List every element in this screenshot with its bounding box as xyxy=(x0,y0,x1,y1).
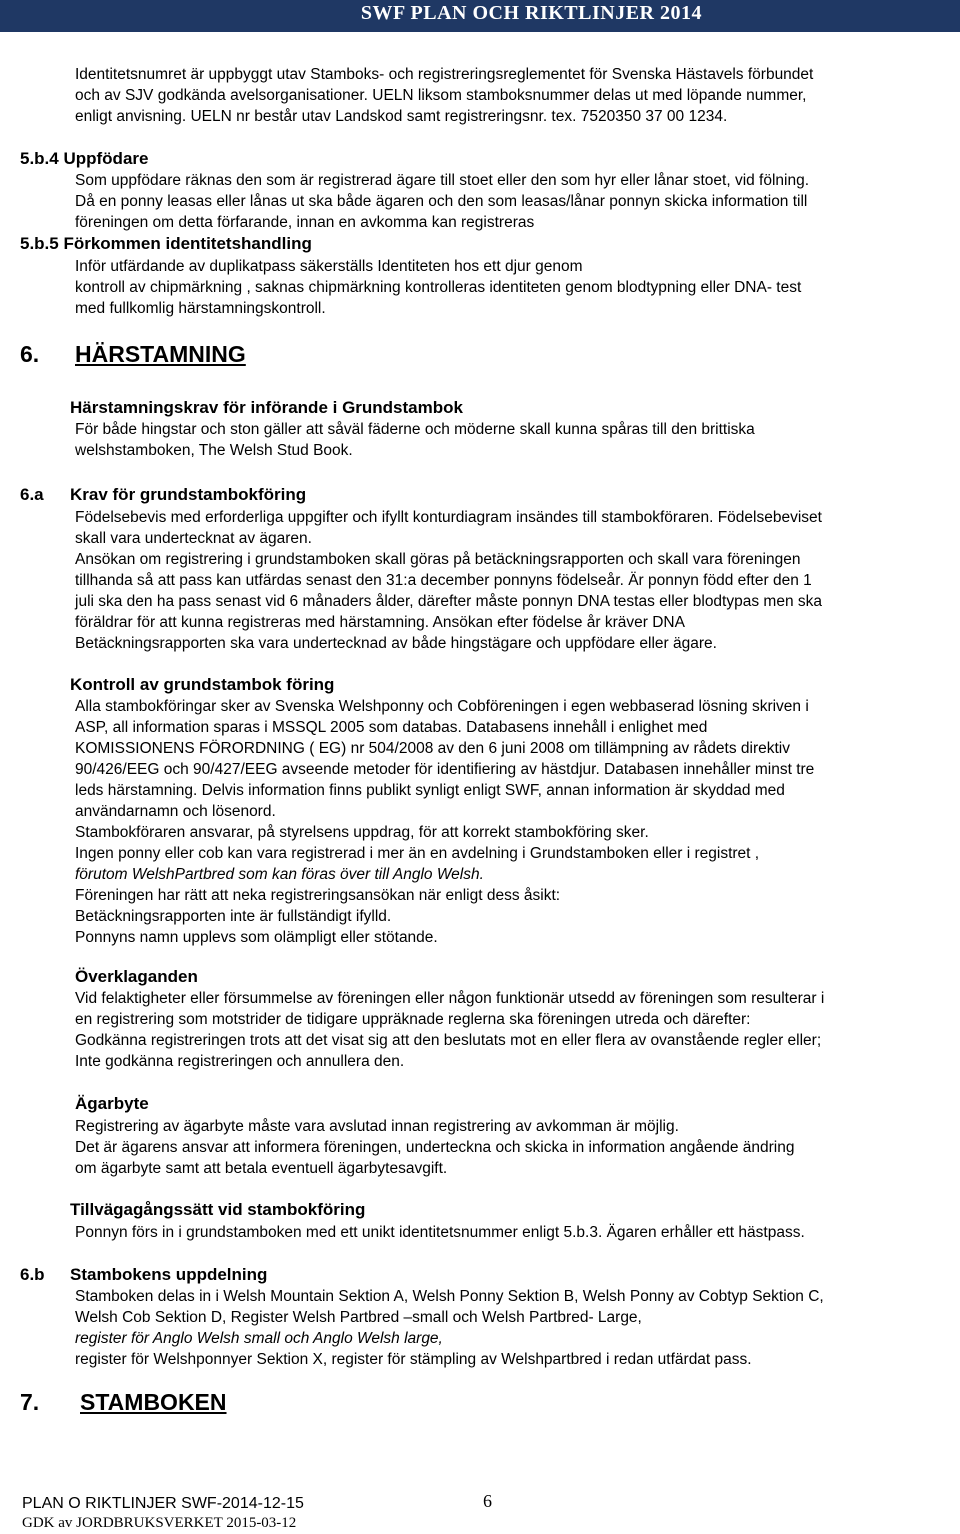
text-line: föreningen om detta förfarande, innan en avkomma kan registreras xyxy=(75,214,535,231)
text-line: enligt anvisning. UELN nr består utav Landskod samt registreringsnr. tex. 7520350 37 00 1234. xyxy=(75,108,728,125)
text-line: Stamboken delas in i Welsh Mountain Sektion A, Welsh Ponny Sektion B, Welsh Ponny av Cobtyp Sektion C, xyxy=(75,1288,824,1305)
text-line: Inte godkänna registreringen och annullera den. xyxy=(75,1053,405,1070)
text-line: kontroll av chipmärkning , saknas chipmärkning kontrolleras identiteten genom blodtypning eller DNA- test xyxy=(75,279,802,296)
text-line: en registrering som motstrider de tidigare uppräknade reglerna ska föreningen utreda och därefter: xyxy=(75,1011,751,1028)
subsection-heading-harstamningskrav: Härstamningskrav för införande i Grundstambok xyxy=(70,398,463,417)
text-line: Ansökan om registrering i grundstamboken skall göras på betäckningsrapporten och skall vara föreningen xyxy=(75,551,801,568)
subsection-heading-overklaganden: Överklaganden xyxy=(75,967,198,986)
section-title-6a: Krav för grundstambokföring xyxy=(70,485,307,504)
text-line: juli ska den ha pass senast vid 6 månaders ålder, därefter måste ponnyn DNA testas eller blodtypas men ska xyxy=(75,593,822,610)
text-line: Ponnyns namn upplevs som olämpligt eller stötande. xyxy=(75,929,438,946)
text-line: Som uppfödare räknas den som är registrerad ägare till stoet eller den som hyr eller lånar stoet, vid fölning. xyxy=(75,172,810,189)
section-heading-5b4: 5.b.4 Uppfödare xyxy=(20,149,149,168)
section-body-6a xyxy=(75,507,959,654)
text-line: användarnamn och lösenord. xyxy=(75,803,276,820)
header-band xyxy=(0,0,960,32)
text-line: För både hingstar och ston gäller att såväl fäderne och möderne skall kunna spåras till den brittiska xyxy=(75,421,755,438)
text-line: Welsh Cob Sektion D, Register Welsh Partbred –small och Welsh Partbred- Large, xyxy=(75,1309,642,1326)
text-line: Stambokföraren ansvarar, på styrelsens uppdrag, för att korrekt stambokföring sker. xyxy=(75,824,649,841)
text-line: Då en ponny leasas eller lånas ut ska både ägaren och den som leasas/lånar ponnyn skicka information till xyxy=(75,193,808,210)
intro-paragraph xyxy=(75,64,960,127)
text-line: Inför utfärdande av duplikatpass säkerställs Identiteten hos ett djur genom xyxy=(75,258,583,275)
text-line: leds härstamning. Delvis information finns publikt synligt enligt SWF, annan information är skyddad med xyxy=(75,782,785,799)
footer-approval-line: GDK av JORDBRUKSVERKET 2015-03-12 xyxy=(22,1515,297,1531)
text-line: Betäckningsrapporten inte är fullständigt ifylld. xyxy=(75,908,392,925)
section-number-7: 7. xyxy=(20,1389,40,1415)
text-line: Föreningen har rätt att neka registreringsansökan när enligt dess åsikt: xyxy=(75,887,561,904)
section-number-6: 6. xyxy=(20,341,40,367)
subsection-body-agarbyte xyxy=(75,1116,959,1179)
section-heading-5b5: 5.b.5 Förkommen identitetshandling xyxy=(20,234,312,253)
footer-plan-line: PLAN O RIKTLINJER SWF-2014-12-15 xyxy=(22,1495,304,1512)
text-line: skall vara undertecknat av ägaren. xyxy=(75,530,312,547)
subsection-body-harstamningskrav xyxy=(75,419,959,461)
text-line: KOMISSIONENS FÖRORDNING ( EG) nr 504/2008 av den 6 juni 2008 om tillämpning av rådets direktiv xyxy=(75,740,791,757)
section-title-6: HÄRSTAMNING xyxy=(75,341,246,367)
section-body-6b xyxy=(75,1286,959,1370)
text-line: register för Anglo Welsh small och Anglo Welsh large, xyxy=(75,1330,443,1347)
text-line: Godkänna registreringen trots att det visat sig att den beslutats mot en eller flera av ovanstående regler eller; xyxy=(75,1032,822,1049)
section-number-6a: 6.a xyxy=(20,485,44,504)
subsection-body-tillvagagangssatt xyxy=(75,1222,959,1243)
text-line: register för Welshponnyer Sektion X, register för stämpling av Welshpartbred i redan utfärdat pass. xyxy=(75,1351,752,1368)
text-line: Det är ägarens ansvar att informera föreningen, underteckna och skicka in information angående ändring xyxy=(75,1139,795,1156)
section-body-5b5 xyxy=(75,256,959,319)
text-line: Betäckningsrapporten ska vara undertecknad av både hingstägare och uppfödare eller ägare. xyxy=(75,635,717,652)
text-line: Registrering av ägarbyte måste vara avslutad innan registrering av avkomman är möjlig. xyxy=(75,1118,679,1135)
text-line: Födelsebevis med erforderliga uppgifter och ifyllt konturdiagram insändes till stambokföraren. Födelsebeviset xyxy=(75,509,822,526)
text-line: welshstamboken, The Welsh Stud Book. xyxy=(75,442,353,459)
section-title-7: STAMBOKEN xyxy=(80,1389,227,1415)
text-line: Vid felaktigheter eller försummelse av föreningen eller någon funktionär utsedd av föreningen som resulterar i xyxy=(75,990,825,1007)
subsection-body-kontroll xyxy=(75,696,959,948)
text-line: 90/426/EEG och 90/427/EEG avseende metoder för identifiering av hästdjur. Databasen innehåller minst tre xyxy=(75,761,815,778)
subsection-body-overklaganden xyxy=(75,988,959,1072)
text-line: Identitetsnumret är uppbyggt utav Stamboks- och registreringsreglementet för Svenska Hästavels förbundet xyxy=(75,66,814,83)
subsection-heading-agarbyte: Ägarbyte xyxy=(75,1094,149,1113)
subsection-heading-kontroll: Kontroll av grundstambok föring xyxy=(70,675,335,694)
section-title-6b: Stambokens uppdelning xyxy=(70,1265,268,1284)
section-number-6b: 6.b xyxy=(20,1265,45,1284)
text-line: Alla stambokföringar sker av Svenska Welshponny och Cobföreningen i egen webbaserad lösning skriven i xyxy=(75,698,809,715)
text-line: ASP, all information sparas i MSSQL 2005 som databas. Databasens innehåll i enlighet med xyxy=(75,719,708,736)
text-line: förutom WelshPartbred som kan föras över till Anglo Welsh. xyxy=(75,866,484,883)
text-line: om ägarbyte samt att betala eventuell ägarbytesavgift. xyxy=(75,1160,448,1177)
text-line: Ingen ponny eller cob kan vara registrerad i mer än en avdelning i Grundstamboken eller i registret , xyxy=(75,845,760,862)
section-body-5b4 xyxy=(75,170,959,233)
page-number: 6 xyxy=(483,1491,492,1511)
text-line: och av SJV godkända avelsorganisationer. UELN liksom stamboksnummer delas ut med löpande nummer, xyxy=(75,87,807,104)
subsection-heading-tillvagagangssatt: Tillvägagångssätt vid stambokföring xyxy=(70,1200,366,1219)
text-line: med fullkomlig härstamningskontroll. xyxy=(75,300,326,317)
text-line: föräldrar för att kunna registreras med härstamning. Ansökan efter födelse år kräver DNA xyxy=(75,614,685,631)
text-line: Ponnyn förs in i grundstamboken med ett unikt identitetsnummer enligt 5.b.3. Ägaren erhåller ett hästpass. xyxy=(75,1224,805,1241)
text-line: tillhanda så att pass kan utfärdas senast den 31:a december ponnyns födelseår. Är ponnyn född efter den 1 xyxy=(75,572,812,589)
document-header-title: SWF PLAN OCH RIKTLINJER 2014 xyxy=(360,2,702,24)
